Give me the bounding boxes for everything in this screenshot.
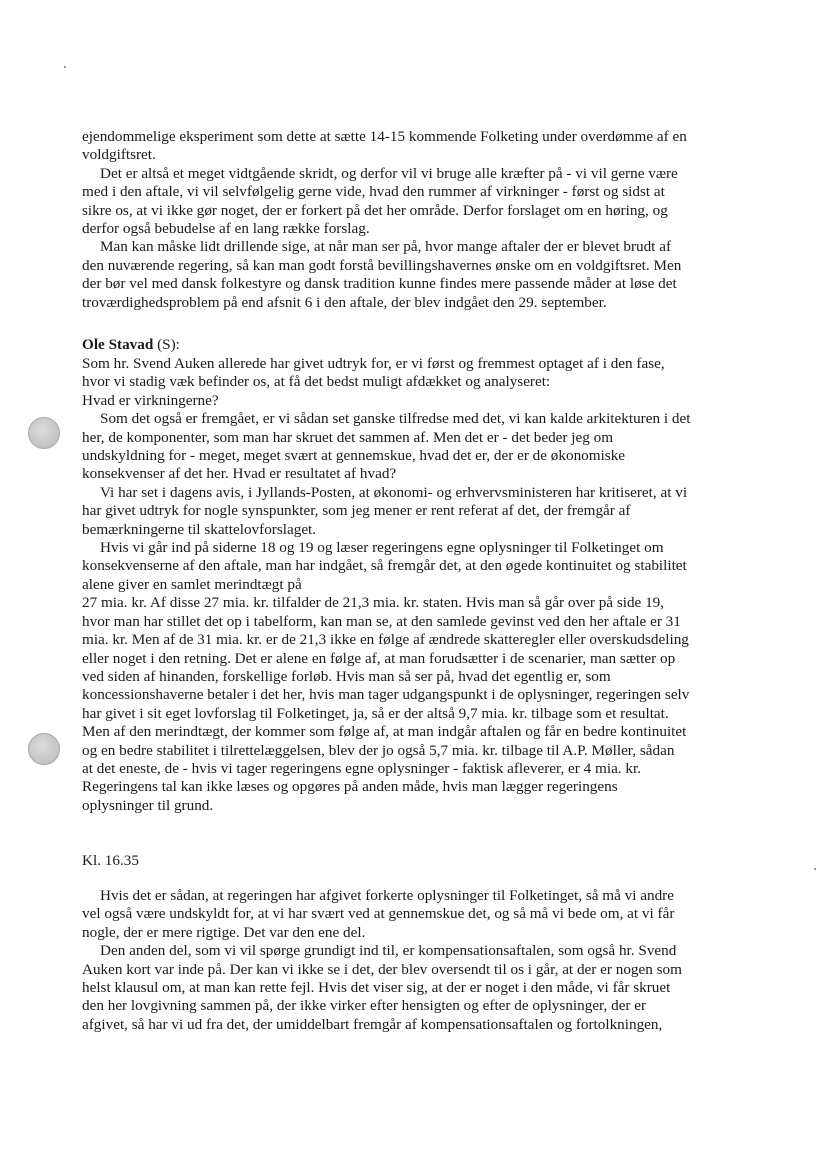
text-line: Det er altså et meget vidtgående skridt, og derfor vil vi bruge alle kræfter på - vi vil gerne være — [100, 164, 678, 182]
text-line: 27 mia. kr. Af disse 27 mia. kr. tilfalder de 21,3 mia. kr. staten. Hvis man så går over på side 19, — [82, 594, 665, 612]
text-line: konsekvenser af det her. Hvad er resultatet af hvad? — [82, 465, 397, 483]
paragraph — [82, 410, 754, 484]
speaker-name: Ole Stavad — [82, 336, 154, 353]
text-line: mia. kr. Men af de 31 mia. kr. er de 21,3 ikke en følge af ændrede skatteregler eller overskudsdeling — [82, 631, 689, 649]
timestamp — [82, 852, 754, 870]
text-line: bemærkningerne til skattelovforslaget. — [82, 520, 317, 538]
text-line: med i den aftale, vi vil selvfølgelig gerne vide, hvad den rummer af virkninger - først og sidst at — [82, 183, 665, 201]
text-line: hvor man har stillet det op i tabelform, kan man se, at den samlede gevinst ved den her aftale er 31 — [82, 612, 681, 630]
text-line: afgivet, så har vi ud fra det, der umiddelbart fremgår af kompensationsaftalen og fortolkningen, — [82, 1015, 663, 1033]
text-line: koncessionshaverne betaler i det her, hvis man tager udgangspunkt i de oplysninger, regeringen selv — [82, 686, 690, 704]
text-line: eller noget i den retning. Det er alene en følge af, at man forudsætter i de scenarier, man sætter op — [82, 649, 676, 667]
text-line: ved siden af hinanden, forskellige forløb. Hvis man så ser på, hvad det egentlig er, som — [82, 667, 611, 685]
text-line: Som det også er fremgået, er vi sådan set ganske tilfredse med det, vi kan kalde arkitekturen i det — [100, 410, 691, 428]
text-line: og en bedre stabilitet i tilrettelæggelsen, blev der jo også 5,7 mia. kr. tilbage til A.P. Møller, sådan — [82, 741, 675, 759]
punch-hole-top — [28, 417, 60, 449]
text-line: Regeringens tal kan ikke læses og opgøres på anden måde, hvis man lægger regeringens — [82, 778, 618, 796]
text-line: Vi har set i dagens avis, i Jyllands-Posten, at økonomi- og erhvervsministeren har kritiseret, at vi — [100, 483, 688, 501]
text-line: har givet udtryk for nogle synspunkter, som jeg mener er rent referat af det, der fremgår af — [82, 502, 631, 520]
text-line: undskyldning for - meget, meget svært at gennemskue, hvad det er, der er de økonomiske — [82, 447, 626, 465]
continuation-text — [82, 887, 754, 1034]
paragraph — [82, 355, 754, 410]
text-line: troværdighedsproblem på end afsnit 6 i den aftale, der blev indgået den 29. september. — [82, 293, 607, 311]
speaker-heading — [82, 336, 754, 354]
text-line: Man kan måske lidt drillende sige, at når man ser på, hvor mange aftaler der er blevet brudt af — [100, 238, 671, 256]
scan-speck — [814, 868, 816, 870]
paragraph — [82, 165, 754, 239]
text-line: vel også være undskyldt for, at vi har svært ved at gennemskue det, og så må vi bede om, at vi får — [82, 905, 675, 923]
paragraph — [82, 238, 754, 312]
paragraph — [82, 594, 754, 815]
paragraph — [82, 539, 754, 594]
speech-text — [82, 355, 754, 815]
paragraph — [82, 887, 754, 942]
text-line: Hvis vi går ind på siderne 18 og 19 og læser regeringens egne oplysninger til Folketinget om — [100, 539, 664, 557]
text-line: Den anden del, som vi vil spørge grundigt ind til, er kompensationsaftalen, som også hr. Svend — [100, 942, 677, 960]
text-line: alene giver en samlet merindtægt på — [82, 575, 302, 593]
text-line: Hvad er virkningerne? — [82, 391, 219, 409]
punch-hole-bottom — [28, 733, 60, 765]
text-line: Auken kort var inde på. Der kan vi ikke se i det, der blev oversendt til os i går, at der er nogen som — [82, 960, 682, 978]
text-line: helst klausul om, at man kan rette fejl. Hvis det viser sig, at der er noget i den måde, vi får skruet — [82, 979, 671, 997]
text-line: Men af den merindtægt, der kommer som følge af, at man indgår aftalen og får en bedre kontinuitet — [82, 723, 687, 741]
text-line: den nuværende regering, så kan man godt forstå bevillingshavernes ønske om en voldgiftsret. Men — [82, 256, 682, 274]
text-line: nogle, der er mere rigtige. Det var den ene del. — [82, 923, 366, 941]
paragraph — [82, 484, 754, 539]
text-line: har givet i sit eget lovforslag til Folketinget, ja, så er der altså 9,7 mia. kr. tilbage som et resultat. — [82, 704, 669, 722]
text-line: den her lovgivning sammen på, der ikke virker efter hensigten og efter de oplysninger, der er — [82, 997, 647, 1015]
speaker-party: (S): — [153, 336, 180, 353]
text-line: at det eneste, de - hvis vi tager regeringens egne oplysninger - faktisk afleverer, er 4 mia. kr. — [82, 759, 642, 777]
text-line: voldgiftsret. — [82, 146, 156, 164]
text-line: ejendommelige eksperiment som dette at sætte 14-15 kommende Folketing under overdømme af en — [82, 128, 687, 145]
text-line: Som hr. Svend Auken allerede har givet udtryk for, er vi først og fremmest optaget af i den fase, — [82, 355, 665, 372]
text-line: sikre os, at vi ikke gør noget, der er forkert på det her område. Derfor forslaget om en høring, og — [82, 201, 668, 219]
timestamp-label: Kl. 16.35 — [82, 852, 139, 869]
text-line: konsekvenserne af den aftale, man har indgået, så fremgår det, at den øgede kontinuitet og stabilitet — [82, 557, 687, 575]
text-line: hvor vi stadig væk befinder os, at få det bedst muligt afdækket og analyseret: — [82, 373, 551, 391]
paragraph — [82, 128, 754, 165]
paragraph — [82, 942, 754, 1034]
text-line: her, de komponenter, som man har skruet det sammen af. Men det er - det beder jeg om — [82, 428, 614, 446]
text-line: Hvis det er sådan, at regeringen har afgivet forkerte oplysninger til Folketinget, så må vi andre — [100, 887, 674, 904]
scan-speck — [64, 66, 66, 68]
text-line: oplysninger til grund. — [82, 796, 214, 814]
intro-text — [82, 128, 754, 312]
text-line: derfor også bebudelse af en lang række forslag. — [82, 220, 370, 238]
text-line: der bør vel med dansk folkestyre og dansk tradition kunne findes mere passende måder at løse det — [82, 275, 677, 293]
